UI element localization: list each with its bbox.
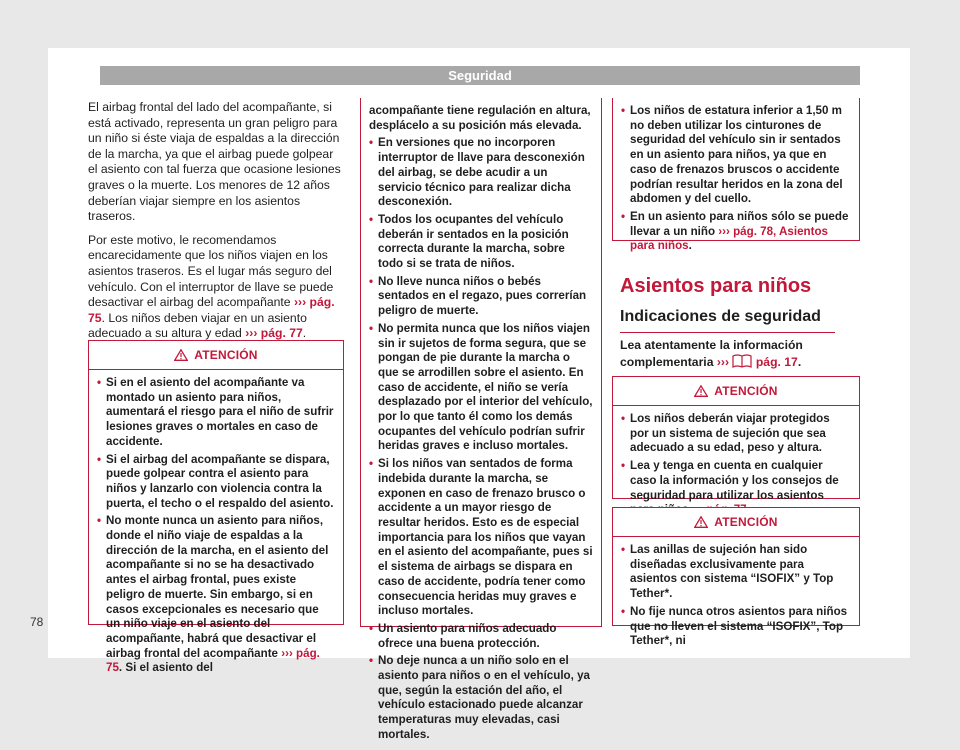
warning-1-item	[621, 104, 851, 207]
warning-3-header	[613, 508, 859, 537]
warning-1-item-text: No deje nunca a un niño solo en el asiento para niños o en el vehículo, ya que, según la estación del año, el vehículo estacionado puede alcanzar temperaturas muy elevadas, casi mortales.	[378, 654, 590, 741]
intro-text: Lea atentamente la información complementaria	[620, 338, 803, 369]
warning-1-item-text: No permita nunca que los niños viajen sin ir sujetos de forma segura, que se pongan de pie durante la marcha o que se arrodillen sobre el asiento. En caso de accidente, el niño se vería desplazado por el interior del vehículo, por lo que tanto él como los demás ocupantes del vehículo podrían sufrir heridas graves e incluso mortales.	[378, 321, 593, 453]
page-number: 78	[30, 615, 44, 629]
bullet: •	[369, 621, 374, 635]
warning-triangle-icon	[694, 385, 708, 397]
warning-triangle-icon	[174, 349, 188, 361]
bullet: •	[621, 543, 626, 556]
paragraph-2-text2: . Los niños deben viajar en un asiento adecuado a su altura y edad	[88, 310, 307, 341]
link-pag-77[interactable]: ››› pág. 77	[245, 326, 303, 341]
bullet: •	[97, 452, 102, 466]
warning-1-item-text: En versiones que no incorporen interruptor de llave para desconexión del airbag, se debe acudir a un servicio técnico para realizar dicha desconexión.	[378, 136, 585, 209]
warning-1-item	[369, 622, 593, 651]
book-icon	[732, 354, 752, 368]
bullet: •	[369, 136, 374, 150]
warning-1-item-text: Un asiento para niños adecuado ofrece una buena protección.	[378, 621, 557, 650]
paragraph-2-end: .	[302, 326, 307, 341]
bullet: •	[369, 654, 374, 668]
section-subtitle: Indicaciones de seguridad	[620, 308, 835, 333]
warning-3-item-text: No fije nunca otros asientos para niños que no lleven el sistema “ISOFIX”, Top Tether*, ni	[630, 604, 848, 648]
intro-paragraph	[620, 338, 860, 370]
bullet: •	[621, 459, 626, 473]
warning-1-item	[369, 136, 593, 210]
warning-1-item	[97, 514, 335, 676]
warning-1-item-text: Todos los ocupantes del vehículo deberán ir sentados en la posición correcta durante la marcha, sobre todo si se trata de niños.	[378, 212, 569, 271]
warning-1-item-text: En un asiento para niños sólo se puede llevar a un niño	[630, 209, 849, 238]
warning-1-item	[97, 376, 335, 450]
warning-1-item-text: No lleve nunca niños o bebés sentados en el regazo, pues correrían peligro de muerte.	[378, 274, 587, 318]
warning-1-item-end: .	[688, 239, 692, 253]
warning-1-item	[369, 457, 593, 619]
warning-1-header	[89, 341, 343, 370]
warning-1-continued-text: acompañante tiene regulación en altura, desplácelo a su posición más elevada.	[369, 104, 591, 132]
bullet: •	[621, 604, 626, 618]
link-pag-75[interactable]: ››› pág. 75	[106, 646, 320, 675]
warning-3-item-text: Las anillas de sujeción han sido diseñadas exclusivamente para asientos con sistema “ISOFIX” y Top Tether*.	[630, 543, 834, 601]
paragraph-1: El airbag frontal del lado del acompañante, si está activado, representa un gran peligro para un niño si éste viaja de espaldas a la dirección de la marcha, ya que el airbag puede golpear el asiento con tal fuerza que ocasione lesiones graves o la muerte. Los menores de 12 años deberían viajar siempre en los asientos traseros.	[88, 100, 341, 224]
warning-box-1	[88, 340, 344, 675]
intro-ref-arrows[interactable]: ›››	[716, 354, 730, 369]
warning-2-item-text: Lea y tenga en cuenta en cualquier caso la información y los consejos de seguridad para utilizar los asientos	[630, 459, 839, 502]
paragraph-2	[88, 233, 342, 342]
warning-3-item	[621, 543, 851, 602]
link-pag-78[interactable]: ››› pág. 78, Asientos para niños	[630, 224, 829, 253]
warning-1-item	[369, 322, 593, 454]
bullet: •	[369, 457, 374, 471]
column-1	[88, 100, 342, 350]
paragraph-2-text: Por este motivo, le recomendamos encarecidamente que los niños viajen en los asientos traseros. Es el lugar más seguro del vehículo. Con el interruptor de llave se puede desactivar el airbag del acompañante	[88, 232, 334, 310]
warning-1-item	[369, 654, 593, 742]
warning-1-item	[369, 213, 593, 272]
bullet: •	[369, 274, 374, 288]
intro-end: .	[797, 354, 802, 369]
warning-triangle-icon	[694, 516, 708, 528]
warning-2-item	[621, 412, 851, 456]
warning-1-item-text: Si en el asiento del acompañante va montado un asiento para niños, aumentará el riesgo para el niño de sufrir lesiones graves o mortales en caso de accidente.	[106, 376, 334, 448]
warning-box-1-continued	[360, 98, 602, 741]
warning-1-item-text: Si el airbag del acompañante se dispara, puede golpear contra el asiento para niños y lanzarlo con violencia contra la puerta, el techo o el respaldo del asiento.	[106, 452, 334, 510]
bullet: •	[621, 412, 626, 425]
warning-box-3	[612, 507, 860, 648]
bullet: •	[369, 321, 374, 335]
warning-1-item-end: . Si el asiento del	[118, 661, 213, 675]
warning-box-2	[612, 376, 860, 502]
bullet: •	[621, 104, 626, 117]
warning-1-item-text: No monte nunca un asiento para niños, donde el niño viaje de espaldas a la dirección de la marcha, en el asiento del acompañante si no se ha desactivado antes el airbag frontal, pues existe peligro de muerte. Sin embargo, si en casos excepcionales es necesario que un niño viaje en el asiento del acompañante, habrá que desactivar el airbag frontal del acompañante	[106, 514, 329, 660]
warning-1-item-text: Los niños de estatura inferior a 1,50 m no deben utilizar los cinturones de seguridad del vehículo sin ir sentados en un asiento para niños, ya que en caso de frenazos bruscos o accidente podrían resultar heridos en la zona del abdomen y del cuello.	[630, 104, 843, 206]
warning-3-title: ATENCIÓN	[714, 515, 778, 529]
bullet: •	[369, 212, 374, 226]
warning-3-item	[621, 605, 851, 649]
warning-2-header	[613, 377, 859, 406]
warning-1-item	[621, 210, 851, 254]
warning-2-item-text: Los niños deberán viajar protegidos por un sistema de sujeción que sea adecuado a su edad, peso y altura.	[630, 412, 830, 455]
warning-1-title: ATENCIÓN	[194, 348, 258, 362]
bullet: •	[97, 514, 102, 528]
warning-2-title: ATENCIÓN	[714, 384, 778, 398]
bullet: •	[97, 376, 102, 389]
warning-1-item	[369, 275, 593, 319]
warning-1-item-text: Si los niños van sentados de forma indebida durante la marcha, se exponen en caso de frenazo brusco o accidente a un mayor riesgo de resultar heridos. Esto es de especial importancia para los niños que vayan en el asiento del acompañante, pues si el sistema de airbags se dispara en caso de accidente, podría tener como consecuencia heridas muy graves e incluso mortales.	[378, 457, 593, 618]
section-title: Asientos para niños	[620, 275, 812, 297]
warning-1-item	[97, 453, 335, 512]
warning-box-1-end	[612, 98, 860, 253]
link-pag-75[interactable]: ››› pág. 75	[88, 295, 335, 325]
bullet: •	[621, 209, 626, 223]
section-header: Seguridad	[100, 66, 860, 85]
link-pag-17[interactable]: pág. 17	[755, 354, 798, 369]
